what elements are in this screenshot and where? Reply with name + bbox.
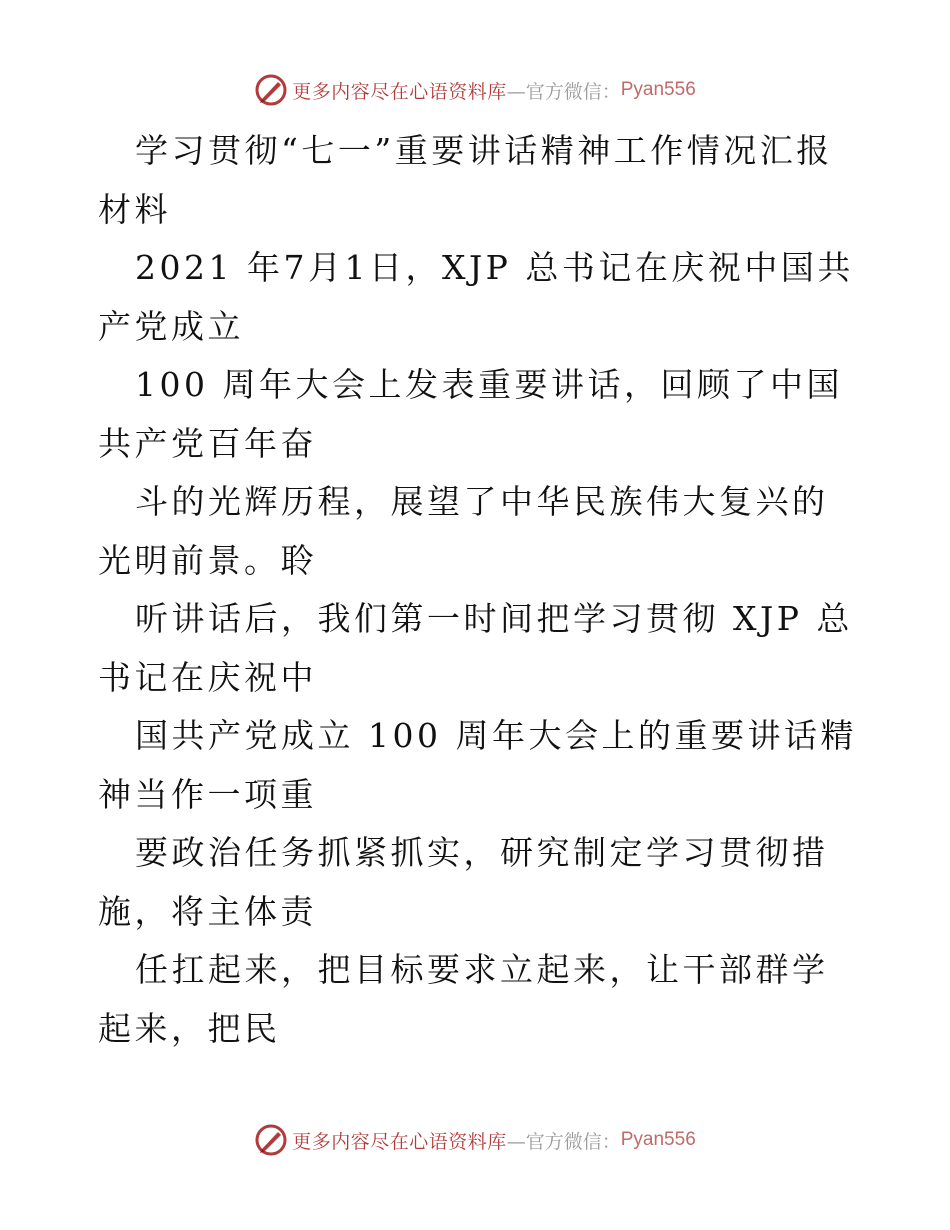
body-paragraph: 听讲话后，我们第一时间把学习贯彻 XJP 总书记在庆祝中 bbox=[98, 599, 853, 697]
body-paragraph: 任扛起来，把目标要求立起来，让干部群学起来，把民 bbox=[98, 950, 829, 1048]
brand-text: 更多内容尽在心语资料库 bbox=[292, 1130, 507, 1153]
body-paragraph: 2021 年7月1日，XJP 总书记在庆祝中国共产党成立 bbox=[98, 248, 854, 346]
body-paragraph: 100 周年大会上发表重要讲话，回顾了中国共产党百年奋 bbox=[98, 365, 843, 463]
brand-text: 更多内容尽在心语资料库 bbox=[292, 80, 507, 103]
quill-circle-icon bbox=[254, 1123, 288, 1157]
wechat-label: —官方微信： bbox=[506, 1130, 621, 1153]
document-title: 学习贯彻“七一”重要讲话精神工作情况汇报材料 bbox=[98, 131, 833, 229]
body-paragraph: 国共产党成立 100 周年大会上的重要讲话精神当作一项重 bbox=[98, 716, 857, 814]
wechat-id: Pyan556 bbox=[620, 1129, 696, 1150]
footer-watermark bbox=[0, 1120, 950, 1160]
wechat-id: Pyan556 bbox=[620, 79, 696, 100]
document-body bbox=[98, 122, 858, 1058]
body-paragraph: 要政治任务抓紧抓实，研究制定学习贯彻措施，将主体责 bbox=[98, 833, 829, 931]
quill-circle-icon bbox=[254, 73, 288, 107]
header-watermark bbox=[0, 70, 950, 110]
body-paragraph: 斗的光辉历程，展望了中华民族伟大复兴的光明前景。聆 bbox=[98, 482, 829, 580]
wechat-label: —官方微信： bbox=[506, 80, 621, 103]
